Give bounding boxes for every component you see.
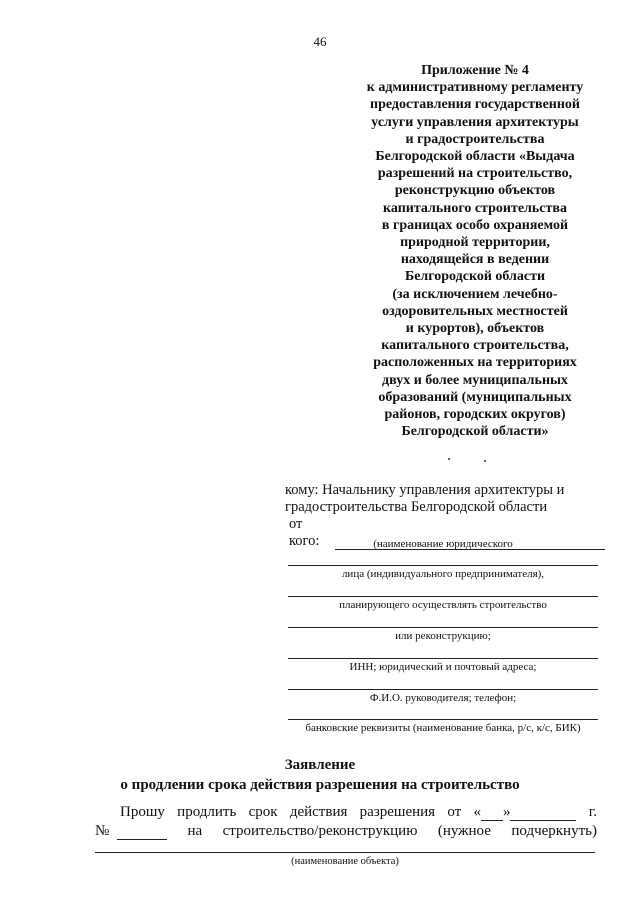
- permit-date-field: [473, 804, 576, 821]
- appendix-line: расположенных на территориях: [373, 355, 577, 371]
- appendix-line: Приложение № 4: [421, 63, 529, 78]
- request-word: на: [187, 823, 203, 839]
- appendix-line: районов, городских округов): [384, 407, 566, 423]
- permit-number-blank[interactable]: [117, 826, 167, 840]
- appendix-line: предоставления государственной: [370, 97, 580, 113]
- field-caption: Ф.И.О. руководителя; телефон;: [369, 692, 517, 704]
- field-caption: лица (индивидуального предпринимателя),: [341, 568, 545, 580]
- form-fill-line[interactable]: [288, 658, 598, 659]
- addressee-to-line: градостроительства Белгородской области: [285, 499, 548, 515]
- number-label: №: [95, 823, 110, 839]
- permit-number-field: [95, 823, 167, 840]
- page-number: 46: [313, 34, 327, 49]
- appendix-line: разрешений на строительство,: [377, 166, 573, 182]
- request-word: продлить: [177, 804, 237, 820]
- request-word: (нужное: [437, 823, 491, 839]
- form-fill-line[interactable]: [288, 596, 598, 597]
- field-caption: планирующего осуществлять строительство: [339, 599, 547, 611]
- appendix-line: Белгородской области: [404, 269, 546, 285]
- request-line-1: [120, 804, 597, 821]
- statement-subtitle: о продлении срока действия разрешения на строительство: [120, 777, 520, 793]
- object-name-caption: (наименование объекта): [291, 856, 399, 867]
- appendix-line: природной территории,: [400, 235, 550, 251]
- appendix-line: образований (муниципальных: [378, 389, 572, 405]
- form-fill-line[interactable]: [288, 719, 598, 720]
- appendix-line: капитального строительства,: [381, 338, 569, 354]
- scan-speck: [484, 460, 486, 462]
- addressee-to-line: кому: Начальнику управления архитектуры и: [285, 482, 565, 498]
- form-fill-line[interactable]: [288, 689, 598, 690]
- form-fill-line[interactable]: [288, 565, 598, 566]
- appendix-line: к административному регламенту: [366, 80, 584, 96]
- statement-title: Заявление: [284, 757, 356, 773]
- appendix-line: (за исключением лечебно-: [392, 286, 558, 302]
- from-label: от кого:: [289, 516, 320, 549]
- appendix-line: Белгородской области «Выдача: [375, 149, 575, 165]
- appendix-line: услуги управления архитектуры: [371, 114, 579, 130]
- construction-type: строительство/реконструкцию: [222, 823, 418, 839]
- appendix-line: и курортов), объектов: [405, 321, 545, 337]
- object-name-line[interactable]: [95, 852, 595, 853]
- year-suffix: г.: [588, 804, 597, 820]
- field-caption: (наименование юридического: [373, 538, 513, 550]
- form-fill-line[interactable]: [288, 627, 598, 628]
- appendix-line: оздоровительных местностей: [382, 303, 568, 319]
- request-word: Прошу: [120, 804, 165, 820]
- request-word: действия: [289, 804, 348, 820]
- scan-speck: [448, 458, 450, 460]
- appendix-line: в границах особо охраняемой: [381, 217, 569, 233]
- appendix-line: реконструкцию объектов: [394, 183, 556, 199]
- appendix-header: [340, 62, 610, 440]
- appendix-line: двух и более муниципальных: [382, 372, 568, 388]
- day-blank[interactable]: [481, 807, 503, 821]
- request-word: разрешения: [359, 804, 436, 820]
- appendix-line: и градостроительства: [405, 131, 545, 147]
- field-caption: или реконструкцию;: [395, 630, 491, 642]
- quote-close: »: [502, 804, 511, 820]
- field-caption: банковские реквизиты (наименование банка, р/с, к/с, БИК): [305, 722, 581, 734]
- field-caption: ИНН; юридический и почтовый адреса;: [349, 661, 537, 673]
- request-line-2: [95, 823, 597, 840]
- appendix-line: капитального строительства: [383, 200, 567, 216]
- quote-open: «: [473, 804, 481, 820]
- month-blank[interactable]: [510, 807, 576, 821]
- request-word: подчеркнуть): [511, 823, 597, 839]
- appendix-line: находящейся в ведении: [400, 252, 550, 268]
- request-word: от: [447, 804, 462, 820]
- appendix-line: Белгородской области»: [401, 424, 549, 440]
- request-word: срок: [248, 804, 278, 820]
